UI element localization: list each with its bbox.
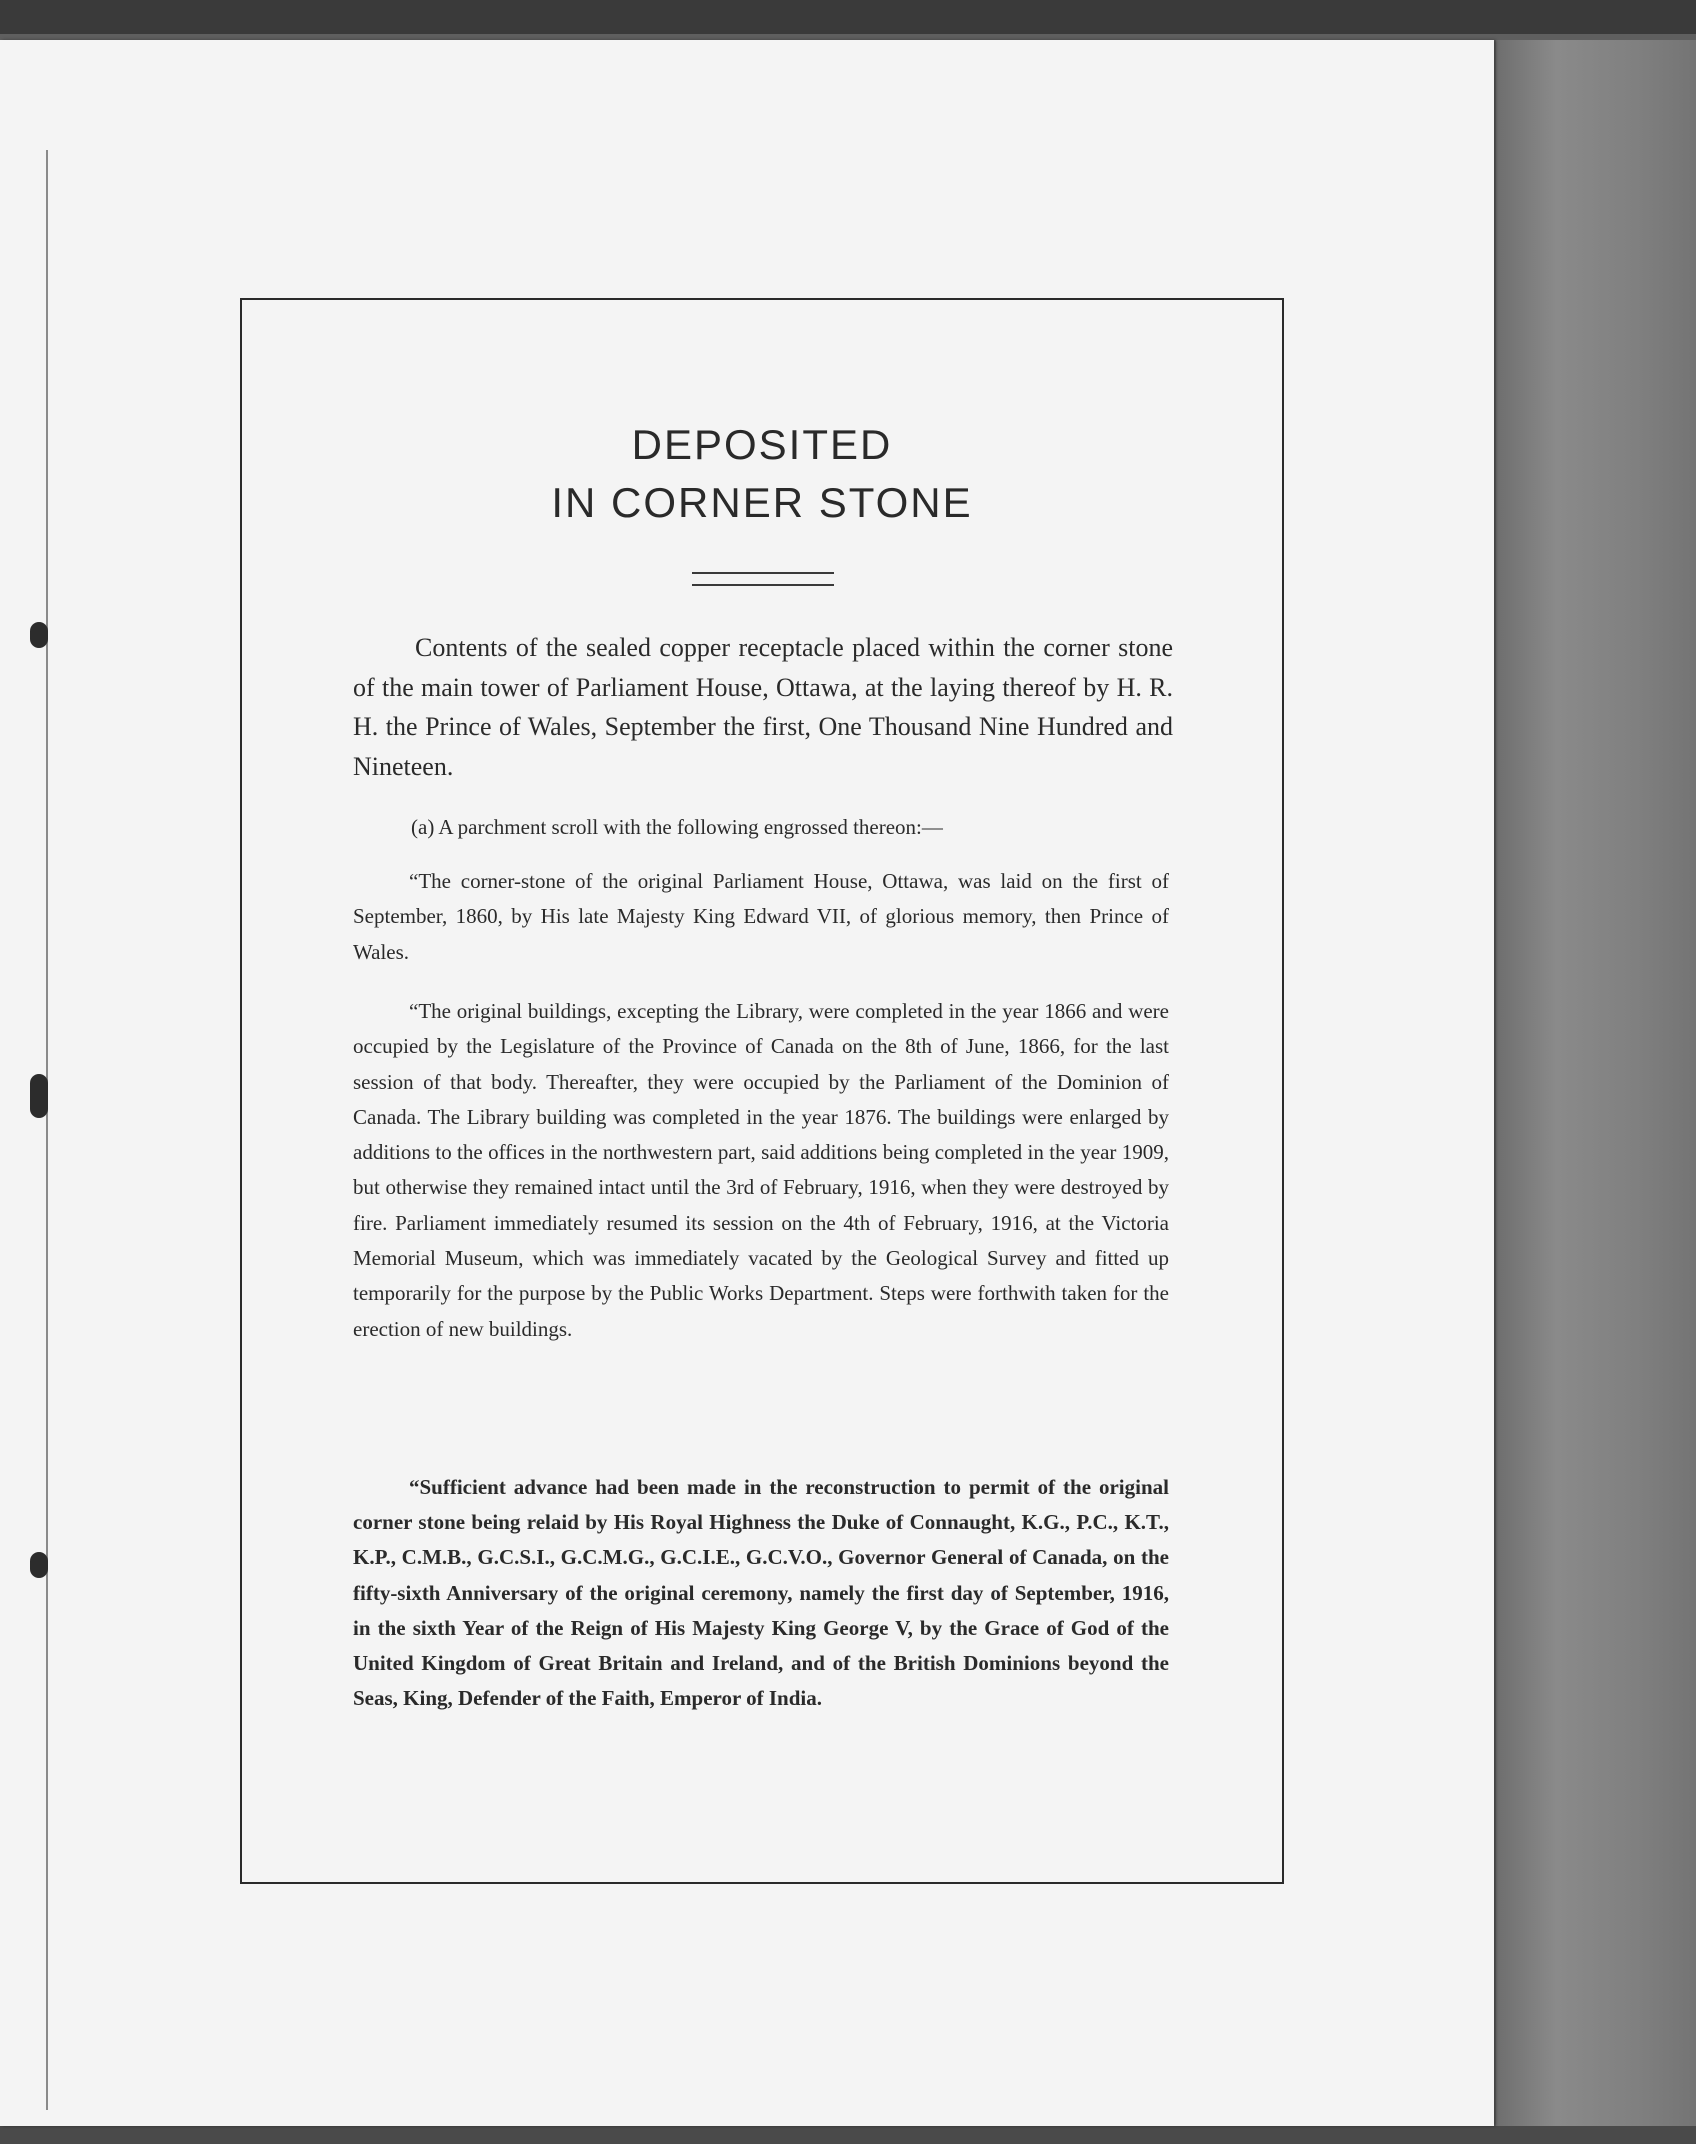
item-a-heading: (a) A parchment scroll with the following engrossed thereon:— <box>411 815 943 839</box>
scroll-paragraph: “Sufficient advance had been made in the reconstruction to permit of the original corner stone being relaid by His Royal Highness the Duke of Connaught, K.G., P.C., K.T., K.P., C.M.B., G.C.S.I., G.C.M.G., G.C.I.E., G.C.V.O., Governor General of Canada, on the fifty-sixth Anniversary of the original ceremony, namely the first day of September, 1916, in the sixth Year of the Reign of His Majesty King George V, by the Grace of God of the United Kingdom of Great Britain and Ireland, and of the British Dominions beyond the Seas, King, Defender of the Faith, Emperor of India. <box>353 1475 1169 1711</box>
page-title <box>240 416 1284 532</box>
scan-bottom-edge <box>0 2126 1696 2144</box>
scroll-paragraph: “The original buildings, excepting the Library, were completed in the year 1866 and were occupied by the Legislature of the Province of Canada on the 8th of June, 1866, for the last session of that body. Thereafter, they were occupied by the Parliament of the Dominion of Canada. The Library building was completed in the year 1876. The buildings were enlarged by additions to the offices in the northwestern part, said additions being completed in the year 1909, but otherwise they remained intact until the 3rd of February, 1916, when they were destroyed by fire. Parliament immediately resumed its session on the 4th of February, 1916, at the Victoria Memorial Museum, which was immediately vacated by the Geological Survey and fitted up temporarily for the purpose by the Public Works Department. Steps were forthwith taken for the erection of new buildings. <box>353 999 1169 1341</box>
binding-hole <box>30 1074 48 1118</box>
title-divider <box>692 584 834 586</box>
binding-edge <box>46 150 48 2110</box>
scan-right-edge <box>1496 40 1696 2144</box>
scan-top-edge <box>0 0 1696 34</box>
binding-hole <box>30 1552 48 1578</box>
binding-hole <box>30 622 48 648</box>
title-divider <box>692 572 834 574</box>
intro-paragraph: Contents of the sealed copper receptacle placed within the corner stone of the main tower of Parliament House, Ottawa, at the laying thereof by H. R. H. the Prince of Wales, September the first, One Thousand Nine Hundred and Nineteen. <box>353 633 1173 781</box>
title-line-2: IN CORNER STONE <box>551 479 973 526</box>
scroll-paragraph: “The corner-stone of the original Parliament House, Ottawa, was laid on the first of September, 1860, by His late Majesty King Edward VII, of glorious memory, then Prince of Wales. <box>353 869 1169 964</box>
title-line-1: DEPOSITED <box>631 421 893 468</box>
